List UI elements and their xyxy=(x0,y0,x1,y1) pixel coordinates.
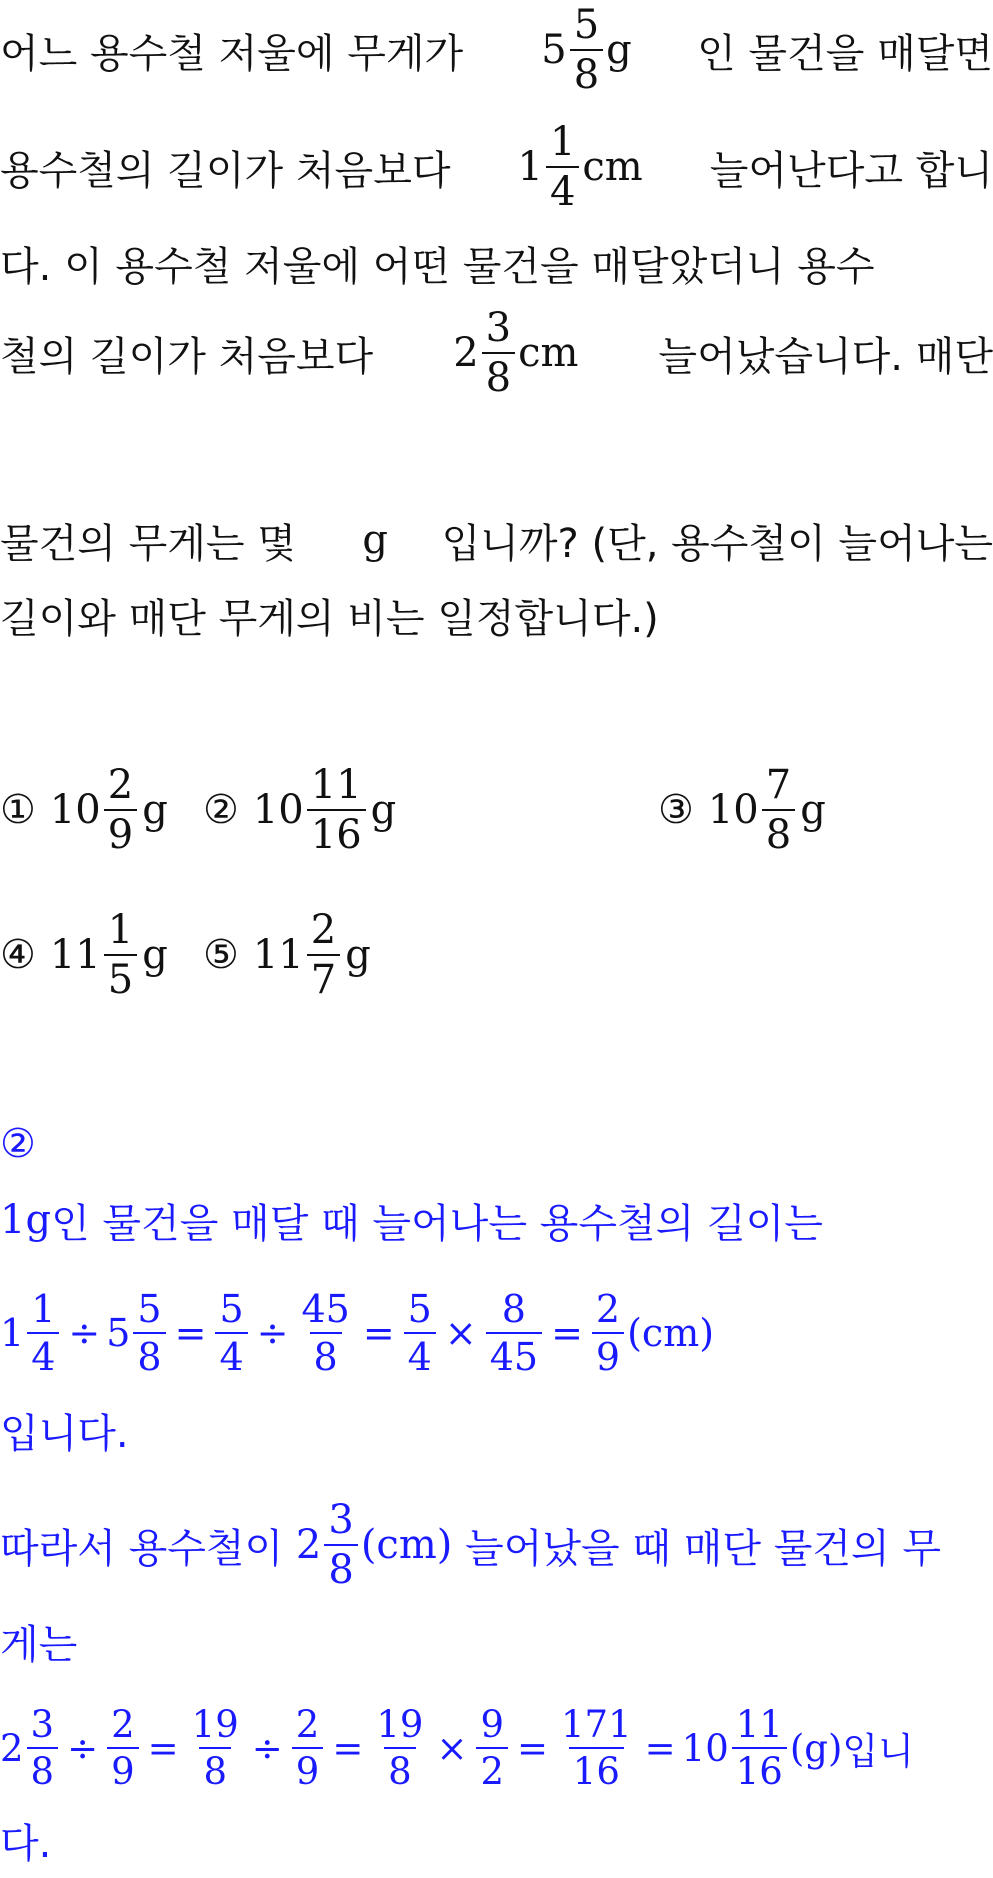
fraction xyxy=(476,1703,508,1793)
question-line-6 xyxy=(0,570,993,660)
divide-sign: ÷ xyxy=(67,1726,99,1770)
unit: (g) xyxy=(789,1726,843,1770)
fraction xyxy=(104,907,137,1003)
numerator: 1 xyxy=(549,119,576,165)
denominator: 8 xyxy=(133,1332,165,1376)
fraction xyxy=(557,1703,636,1793)
whole-part: 2 xyxy=(295,1522,322,1568)
unit: g xyxy=(25,1197,52,1243)
question-text: 인 물건을 매달면 xyxy=(697,30,993,77)
unit: g xyxy=(142,932,168,978)
solution-text: 입니다. xyxy=(0,1410,129,1457)
divide-sign: ÷ xyxy=(251,1726,283,1770)
numerator: 1 xyxy=(107,907,134,953)
denominator: 16 xyxy=(569,1747,624,1790)
fraction xyxy=(592,1287,624,1379)
whole-part: 5 xyxy=(106,1311,131,1355)
denominator: 4 xyxy=(27,1332,59,1376)
numerator: 2 xyxy=(595,1287,621,1331)
whole-part: 11 xyxy=(252,932,304,978)
numerator: 7 xyxy=(765,762,792,808)
numerator: 2 xyxy=(107,762,134,808)
fraction xyxy=(732,1703,787,1793)
solution-line-2 xyxy=(0,1385,993,1475)
choice-marker: ① xyxy=(0,787,36,833)
fraction xyxy=(133,1287,165,1379)
equals-sign: = xyxy=(551,1311,583,1355)
choice-marker: ⑤ xyxy=(203,932,239,978)
solution-text: 다. xyxy=(0,1820,52,1867)
numerator: 3 xyxy=(30,1703,55,1746)
numerator: 2 xyxy=(310,907,337,953)
mixed-number xyxy=(541,2,632,98)
times-sign: × xyxy=(436,1726,468,1770)
choice-marker: ④ xyxy=(0,932,36,978)
divide-sign: ÷ xyxy=(256,1311,289,1355)
solution-text: 늘어났을 때 매단 물건의 무 xyxy=(452,1525,941,1572)
fraction xyxy=(215,1287,247,1379)
solution-number: 1 xyxy=(0,1197,26,1243)
denominator: 7 xyxy=(307,954,340,1000)
denominator: 8 xyxy=(482,352,515,398)
numerator: 19 xyxy=(191,1703,239,1746)
question-text: 늘어났습니다. 매단 xyxy=(645,333,993,380)
numerator: 5 xyxy=(573,2,600,48)
fraction xyxy=(486,1287,542,1379)
unit: cm xyxy=(518,330,579,376)
denominator: 9 xyxy=(592,1332,624,1376)
fraction xyxy=(546,119,579,215)
whole-part: 11 xyxy=(49,932,101,978)
choice-5[interactable] xyxy=(203,900,371,1010)
denominator: 4 xyxy=(404,1332,436,1376)
fraction xyxy=(324,1497,357,1593)
numerator: 11 xyxy=(735,1703,783,1746)
choice-1[interactable] xyxy=(0,755,168,865)
question-text: 어느 용수철 저울에 무게가 xyxy=(0,30,476,77)
fraction xyxy=(292,1703,324,1793)
numerator: 45 xyxy=(301,1287,350,1331)
denominator: 8 xyxy=(384,1747,416,1790)
fraction xyxy=(762,762,795,858)
denominator: 45 xyxy=(486,1332,542,1376)
denominator: 16 xyxy=(307,809,366,855)
fraction xyxy=(188,1703,243,1793)
equals-sign: = xyxy=(517,1726,549,1770)
numerator: 5 xyxy=(219,1287,244,1331)
denominator: 8 xyxy=(199,1747,231,1790)
solution-line-5 xyxy=(0,1805,993,1875)
equals-sign: = xyxy=(362,1311,395,1355)
choice-marker: ③ xyxy=(658,787,694,833)
whole-part: 10 xyxy=(252,787,304,833)
numerator: 3 xyxy=(328,1497,354,1543)
fraction xyxy=(27,1703,59,1793)
denominator: 8 xyxy=(324,1544,357,1590)
choice-marker: ② xyxy=(203,787,239,833)
question-text: 다. 이 용수철 저울에 어떤 물건을 매달았더니 용수 xyxy=(0,243,875,290)
numerator: 2 xyxy=(295,1703,320,1746)
unit: g xyxy=(800,787,826,833)
denominator: 5 xyxy=(104,954,137,1000)
solution-line-4 xyxy=(0,1596,993,1686)
fraction xyxy=(104,762,137,858)
answer-marker: ② xyxy=(0,1121,36,1167)
solution-line-3 xyxy=(0,1490,993,1600)
whole-part: 5 xyxy=(541,27,567,73)
solution-equation-1 xyxy=(0,1278,993,1388)
question-line-1 xyxy=(0,2,993,98)
equals-sign: = xyxy=(174,1311,207,1355)
numerator: 9 xyxy=(480,1703,504,1746)
question-text: 입니까? (단, 용수철이 늘어나는 xyxy=(441,520,993,567)
question-text: 용수철의 길이가 처음보다 xyxy=(0,147,464,194)
solution-text: 따라서 용수철이 xyxy=(0,1525,296,1572)
choice-4[interactable] xyxy=(0,900,168,1010)
question-line-4 xyxy=(0,305,993,401)
whole-part: 1 xyxy=(517,144,543,190)
question-line-2 xyxy=(0,119,993,215)
denominator: 9 xyxy=(107,1747,139,1790)
whole-part: 1 xyxy=(0,1311,25,1355)
denominator: 8 xyxy=(27,1747,59,1790)
solution-text: 인 물건을 매달 때 늘어나는 용수철의 길이는 xyxy=(51,1200,823,1247)
fraction xyxy=(372,1703,427,1793)
whole-part: 2 xyxy=(0,1726,24,1770)
question-text: 물건의 무게는 몇 xyxy=(0,520,309,567)
whole-part: 2 xyxy=(453,330,479,376)
times-sign: × xyxy=(444,1311,477,1355)
solution-line-1 xyxy=(0,1175,993,1265)
whole-part: 10 xyxy=(707,787,759,833)
unit: g xyxy=(370,787,397,833)
mixed-number xyxy=(453,305,579,401)
choice-2[interactable] xyxy=(203,755,396,865)
equals-sign: = xyxy=(147,1726,179,1770)
denominator: 9 xyxy=(292,1747,324,1790)
numerator: 19 xyxy=(376,1703,424,1746)
denominator: 8 xyxy=(762,809,795,855)
solution-text: 게는 xyxy=(0,1621,78,1668)
denominator: 4 xyxy=(546,166,579,212)
unit: g xyxy=(606,27,632,73)
unit: g xyxy=(142,787,168,833)
equals-sign: = xyxy=(644,1726,676,1770)
denominator: 8 xyxy=(310,1332,342,1376)
unit: (cm) xyxy=(360,1522,453,1568)
question-text: 철의 길이가 처음보다 xyxy=(0,333,386,380)
fraction xyxy=(404,1287,436,1379)
question-text: 길이와 매단 무게의 비는 일정합니다.) xyxy=(0,595,659,642)
numerator: 5 xyxy=(137,1287,162,1331)
fraction xyxy=(570,2,603,98)
solution-text: 입니 xyxy=(842,1730,914,1773)
unit: cm xyxy=(582,144,643,190)
mixed-number xyxy=(517,119,643,215)
numerator: 11 xyxy=(310,762,362,808)
fraction xyxy=(307,762,366,858)
divide-sign: ÷ xyxy=(68,1311,101,1355)
unit: (cm) xyxy=(627,1311,715,1355)
unit: g xyxy=(362,517,388,563)
numerator: 171 xyxy=(561,1703,632,1746)
denominator: 4 xyxy=(215,1332,247,1376)
denominator: 8 xyxy=(570,49,603,95)
numerator: 3 xyxy=(485,305,512,351)
question-line-3 xyxy=(0,218,993,308)
equals-sign: = xyxy=(332,1726,364,1770)
fraction xyxy=(107,1703,139,1793)
numerator: 2 xyxy=(111,1703,135,1746)
fraction xyxy=(27,1287,59,1379)
numerator: 5 xyxy=(407,1287,432,1331)
denominator: 2 xyxy=(476,1747,508,1790)
solution-equation-2 xyxy=(0,1693,993,1803)
question-text: 늘어난다고 합니 xyxy=(697,147,993,194)
choice-3[interactable] xyxy=(658,755,826,865)
whole-part: 10 xyxy=(681,1726,729,1770)
fraction xyxy=(307,907,340,1003)
denominator: 16 xyxy=(732,1747,787,1790)
fraction xyxy=(482,305,515,401)
whole-part: 10 xyxy=(49,787,101,833)
numerator: 8 xyxy=(501,1287,526,1331)
denominator: 9 xyxy=(104,809,137,855)
numerator: 1 xyxy=(31,1287,56,1331)
fraction xyxy=(297,1287,353,1379)
unit: g xyxy=(345,932,371,978)
